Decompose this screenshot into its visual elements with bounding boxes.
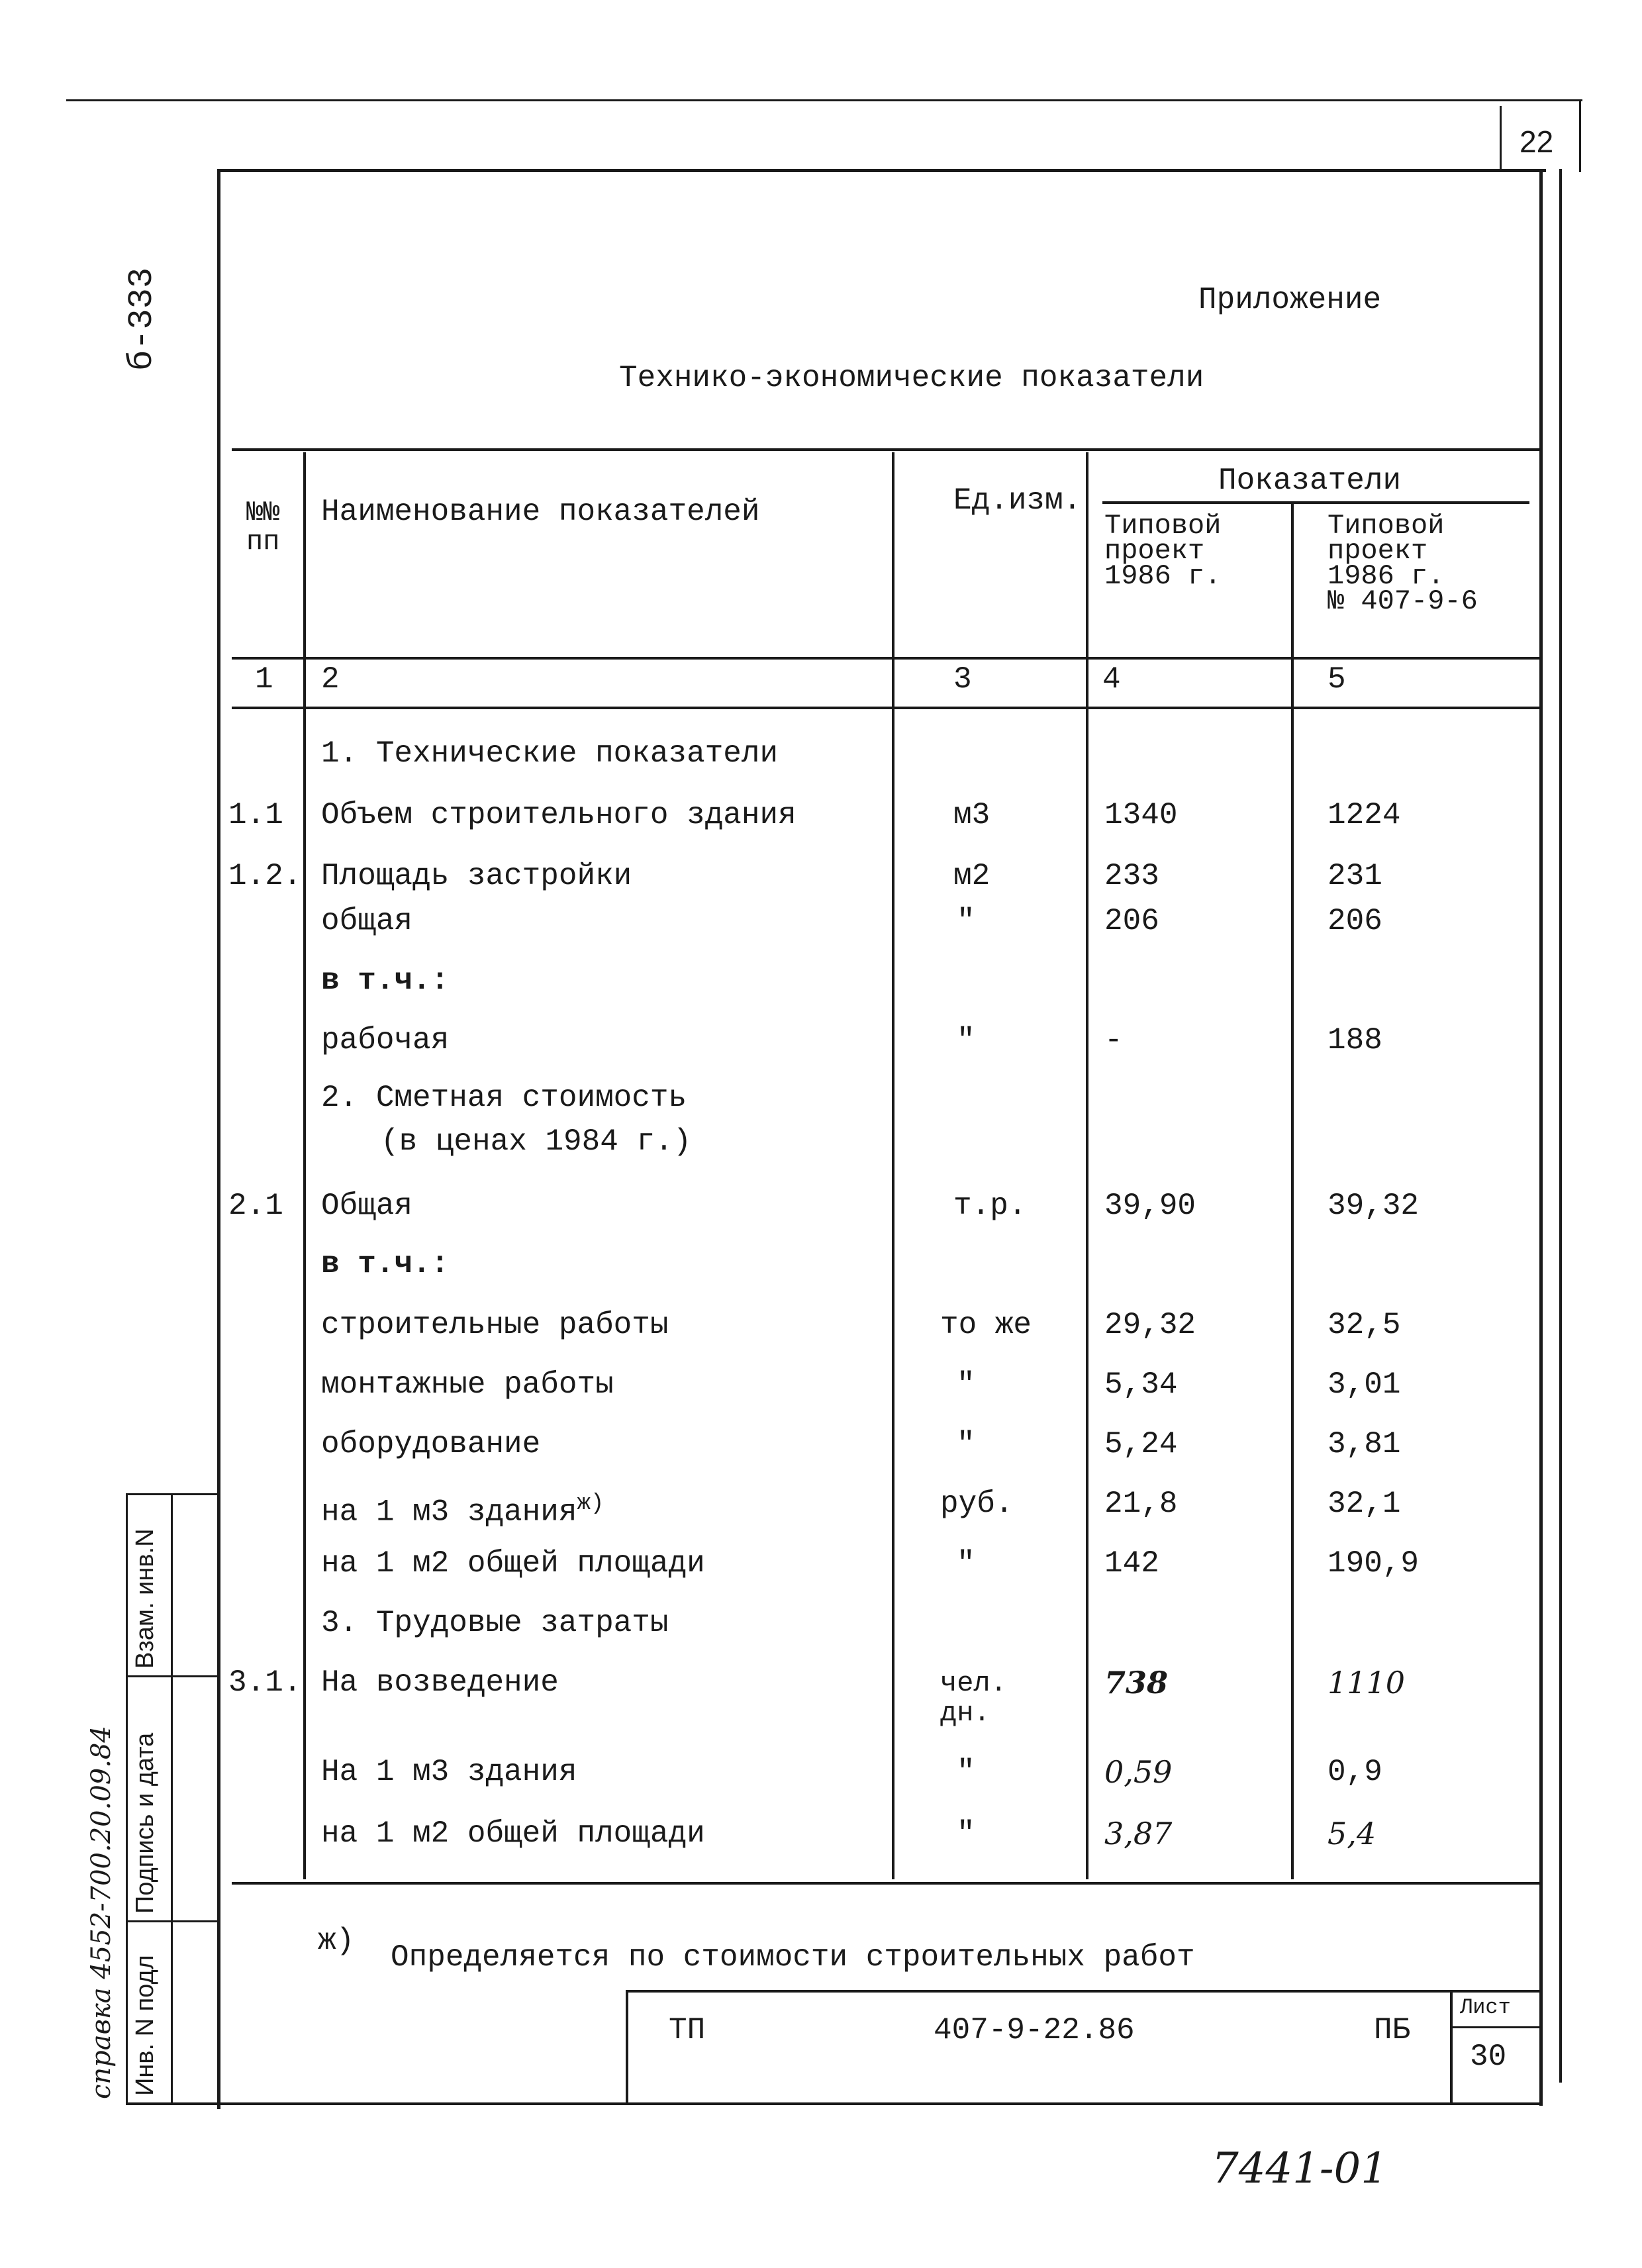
row-value-2: 3,81 — [1328, 1427, 1401, 1461]
row-unit: руб. — [940, 1487, 1014, 1521]
row-unit: " — [957, 1023, 975, 1058]
row-name: в т.ч.: — [321, 963, 450, 998]
footnote-ref: ж) — [577, 1491, 604, 1516]
header-col5: Типовой проект 1986 г. № 407-9-6 — [1328, 510, 1478, 617]
header-unit: Ед.изм. — [953, 483, 1082, 518]
row-name: На возведение — [321, 1665, 559, 1700]
row-name: Объем строительного здания — [321, 798, 797, 832]
row-name: монтажные работы — [321, 1367, 614, 1402]
row-unit: " — [957, 904, 975, 938]
header-col4: Типовой проект 1986 г. — [1104, 510, 1222, 592]
row-value-1: 3,87 — [1104, 1816, 1173, 1851]
col-number-5: 5 — [1328, 662, 1346, 697]
row-unit: " — [957, 1546, 975, 1581]
row-unit: чел. — [940, 1667, 1007, 1699]
page-number-top: 22 — [1520, 124, 1554, 159]
row-name: рабочая — [321, 1023, 450, 1058]
replace-label: Взам. инв.N — [131, 1528, 159, 1669]
header-name: Наименование показателей — [321, 495, 760, 529]
frame-left — [217, 169, 220, 2109]
row-name: Общая — [321, 1189, 413, 1223]
frame-right — [1539, 169, 1543, 2106]
row-num: 2.1 — [228, 1189, 283, 1223]
row-value-2: 3,01 — [1328, 1367, 1401, 1402]
title-block-code: 407-9-22.86 — [934, 2013, 1135, 2047]
archive-code: б-333 — [122, 267, 162, 371]
col-number-4: 4 — [1102, 662, 1121, 697]
row-value-2: 32,1 — [1328, 1487, 1401, 1521]
row-name: на 1 м2 общей площади — [321, 1816, 705, 1851]
header-indicators: Показатели — [1218, 464, 1402, 498]
frame-bottom — [126, 2102, 1543, 2105]
row-name: На 1 м3 здания — [321, 1755, 577, 1789]
row-name: в т.ч.: — [321, 1247, 450, 1281]
row-unit: м2 — [953, 859, 990, 893]
row-value-2: 39,32 — [1328, 1189, 1420, 1223]
row-name — [321, 1487, 604, 1529]
row-value-2: 206 — [1328, 904, 1382, 938]
row-name: на 1 м2 общей площади — [321, 1546, 705, 1581]
footnote-text: Определяется по стоимости строительных работ — [391, 1940, 1195, 1975]
col-number-3: 3 — [953, 662, 972, 697]
row-value-2: 32,5 — [1328, 1308, 1401, 1342]
col-number-2: 2 — [321, 662, 340, 697]
row-name: 2. Сметная стоимость — [321, 1081, 687, 1115]
row-name: 3. Трудовые затраты — [321, 1606, 669, 1640]
title-block-prefix: ТП — [669, 2013, 706, 2047]
row-unit: " — [957, 1816, 975, 1851]
row-value-1: 142 — [1104, 1546, 1159, 1581]
row-unit: то же — [940, 1308, 1032, 1342]
row-unit: " — [957, 1367, 975, 1402]
col-number-1: 1 — [255, 662, 273, 697]
row-name: оборудование — [321, 1427, 541, 1461]
row-num: 3.1. — [228, 1665, 302, 1700]
row-num: 1.2. — [228, 859, 302, 893]
row-name: строительные работы — [321, 1308, 669, 1342]
row-value-2: 190,9 — [1328, 1546, 1420, 1581]
row-value-2: 231 — [1328, 859, 1382, 893]
row-value-1: 0,59 — [1104, 1754, 1173, 1790]
row-value-1: 29,32 — [1104, 1308, 1196, 1342]
header-num: №№ пп — [246, 497, 280, 558]
row-value-2: 0,9 — [1328, 1755, 1382, 1789]
frame-top — [218, 169, 1546, 172]
document-title: Технико-экономические показатели — [619, 361, 1204, 395]
title-block-section: ПБ — [1374, 2013, 1411, 2047]
row-num: 1.1 — [228, 798, 283, 832]
row-unit: т.р. — [953, 1189, 1027, 1223]
bottom-handwriting: 7441-01 — [1212, 2144, 1388, 2193]
row-value-1: 1340 — [1104, 798, 1178, 832]
row-unit: " — [957, 1755, 975, 1789]
row-value-1: 39,90 — [1104, 1189, 1196, 1223]
row-value-1: 21,8 — [1104, 1487, 1178, 1521]
row-unit: " — [957, 1427, 975, 1461]
title-block-sheet-label: Лист — [1460, 1995, 1511, 2020]
row-value-1: 5,24 — [1104, 1427, 1178, 1461]
appendix-label: Приложение — [1198, 283, 1382, 317]
handwritten-side-note: справка 4552-700.20.09.84 — [86, 1726, 117, 2099]
row-value-2: 188 — [1328, 1023, 1382, 1058]
row-name: 1. Технические показатели — [321, 736, 779, 771]
inv-no-label: Инв. N подл — [131, 1955, 159, 2096]
row-value-1: 738 — [1104, 1665, 1169, 1701]
row-unit: м3 — [953, 798, 990, 832]
row-value-2: 1110 — [1328, 1665, 1406, 1701]
signature-label: Подпись и дата — [131, 1732, 159, 1914]
row-value-2: 5,4 — [1328, 1816, 1376, 1851]
row-unit: дн. — [940, 1697, 990, 1729]
row-value-1: 5,34 — [1104, 1367, 1178, 1402]
row-value-1: 206 — [1104, 904, 1159, 938]
row-name-text: на 1 м3 здания — [321, 1495, 577, 1530]
row-value-2: 1224 — [1328, 798, 1401, 832]
row-name: (в ценах 1984 г.) — [381, 1124, 692, 1159]
row-value-1: 233 — [1104, 859, 1159, 893]
row-name: Площадь застройки — [321, 859, 632, 893]
row-name: общая — [321, 904, 413, 938]
row-value-1: - — [1104, 1023, 1123, 1058]
title-block-sheet: 30 — [1470, 2040, 1507, 2074]
footnote-marker: ж) — [318, 1924, 355, 1958]
